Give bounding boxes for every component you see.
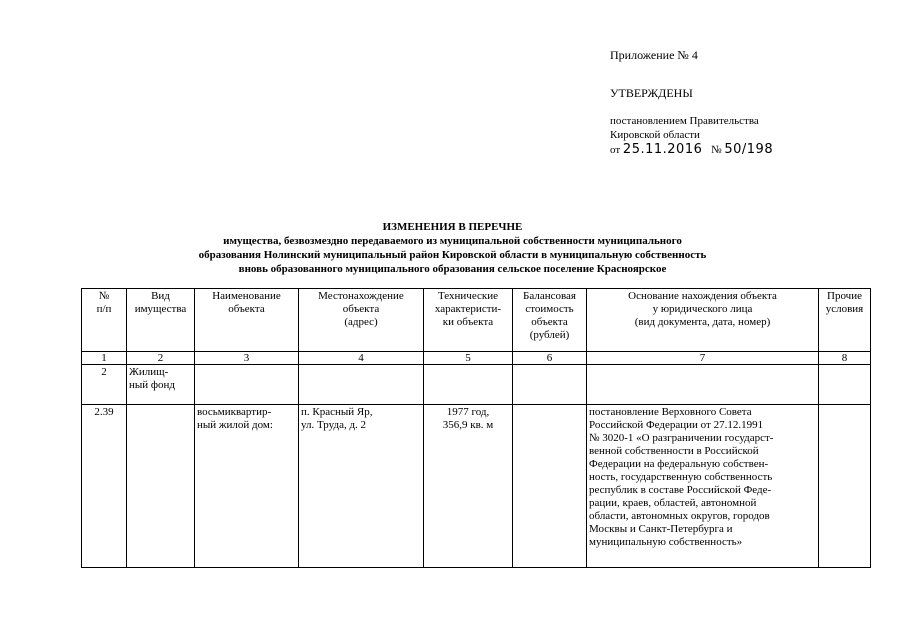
row-basis: постановление Верховного Совета Российской Федерации от 27.12.1991 № 3020-1 «О разграничении государст- венной собственности в Российской Федерации на федеральную собствен- ность, государственную собственность республик в составе Российской Феде- рации, краев, областей, автономной области, автономных округов, городов Москвы и Санкт-Петербурга и муниципальную собственность» [587,405,819,568]
row-address: п. Красный Яр, ул. Труда, д. 2 [299,405,424,568]
row-name [195,365,299,405]
row-specs: 1977 год, 356,9 кв. м [424,405,513,568]
header-specs: Технические характеристи- ки объекта [424,289,513,352]
header-other: Прочие условия [819,289,871,352]
header-name: Наименование объекта [195,289,299,352]
column-number-row [82,352,871,365]
row-other [819,405,871,568]
from-prefix: от [610,144,621,156]
row-basis [587,365,819,405]
decree-line-2: Кировской области [610,129,700,141]
appendix-label: Приложение № 4 [610,48,698,62]
col-number: 4 [299,352,424,365]
header-balance: Балансовая стоимость объекта (рублей) [513,289,587,352]
header-basis: Основание нахождения объекта у юридического лица (вид документа, дата, номер) [587,289,819,352]
subtitle-line-2: образования Нолинский муниципальный район Кировской области в муниципальную собственность [198,249,707,261]
row-num: 2 [82,365,127,405]
approved-label: УТВЕРЖДЕНЫ [610,86,693,100]
header-address: Местонахождение объекта (адрес) [299,289,424,352]
decree-date-line [610,143,773,157]
handwritten-date: 25.11.2016 [622,142,703,157]
col-number: 5 [424,352,513,365]
decree-line-1: постановлением Правительства [610,115,759,127]
row-balance [513,405,587,568]
row-type: Жилищ- ный фонд [127,365,195,405]
subtitle-line-3: вновь образованного муниципального образования сельское поселение Красноярское [238,263,667,275]
row-balance [513,365,587,405]
header-num: № п/п [82,289,127,352]
header-row [82,289,871,352]
document-title: ИЗМЕНЕНИЯ В ПЕРЕЧНЕ [382,221,523,233]
subtitle-line-1: имущества, безвозмездно передаваемого из муниципальной собственности муниципального [223,235,682,247]
row-type [127,405,195,568]
row-num: 2.39 [82,405,127,568]
row-name: восьмиквартир- ный жилой дом: [195,405,299,568]
row-other [819,365,871,405]
row-address [299,365,424,405]
property-table [81,288,871,568]
col-number: 1 [82,352,127,365]
table-row [82,365,871,405]
col-number: 3 [195,352,299,365]
col-number: 8 [819,352,871,365]
number-prefix: № [711,144,722,156]
row-specs [424,365,513,405]
col-number: 7 [587,352,819,365]
handwritten-number: 50/198 [724,142,774,157]
col-number: 2 [127,352,195,365]
header-type: Вид имущества [127,289,195,352]
table-row [82,405,871,568]
col-number: 6 [513,352,587,365]
